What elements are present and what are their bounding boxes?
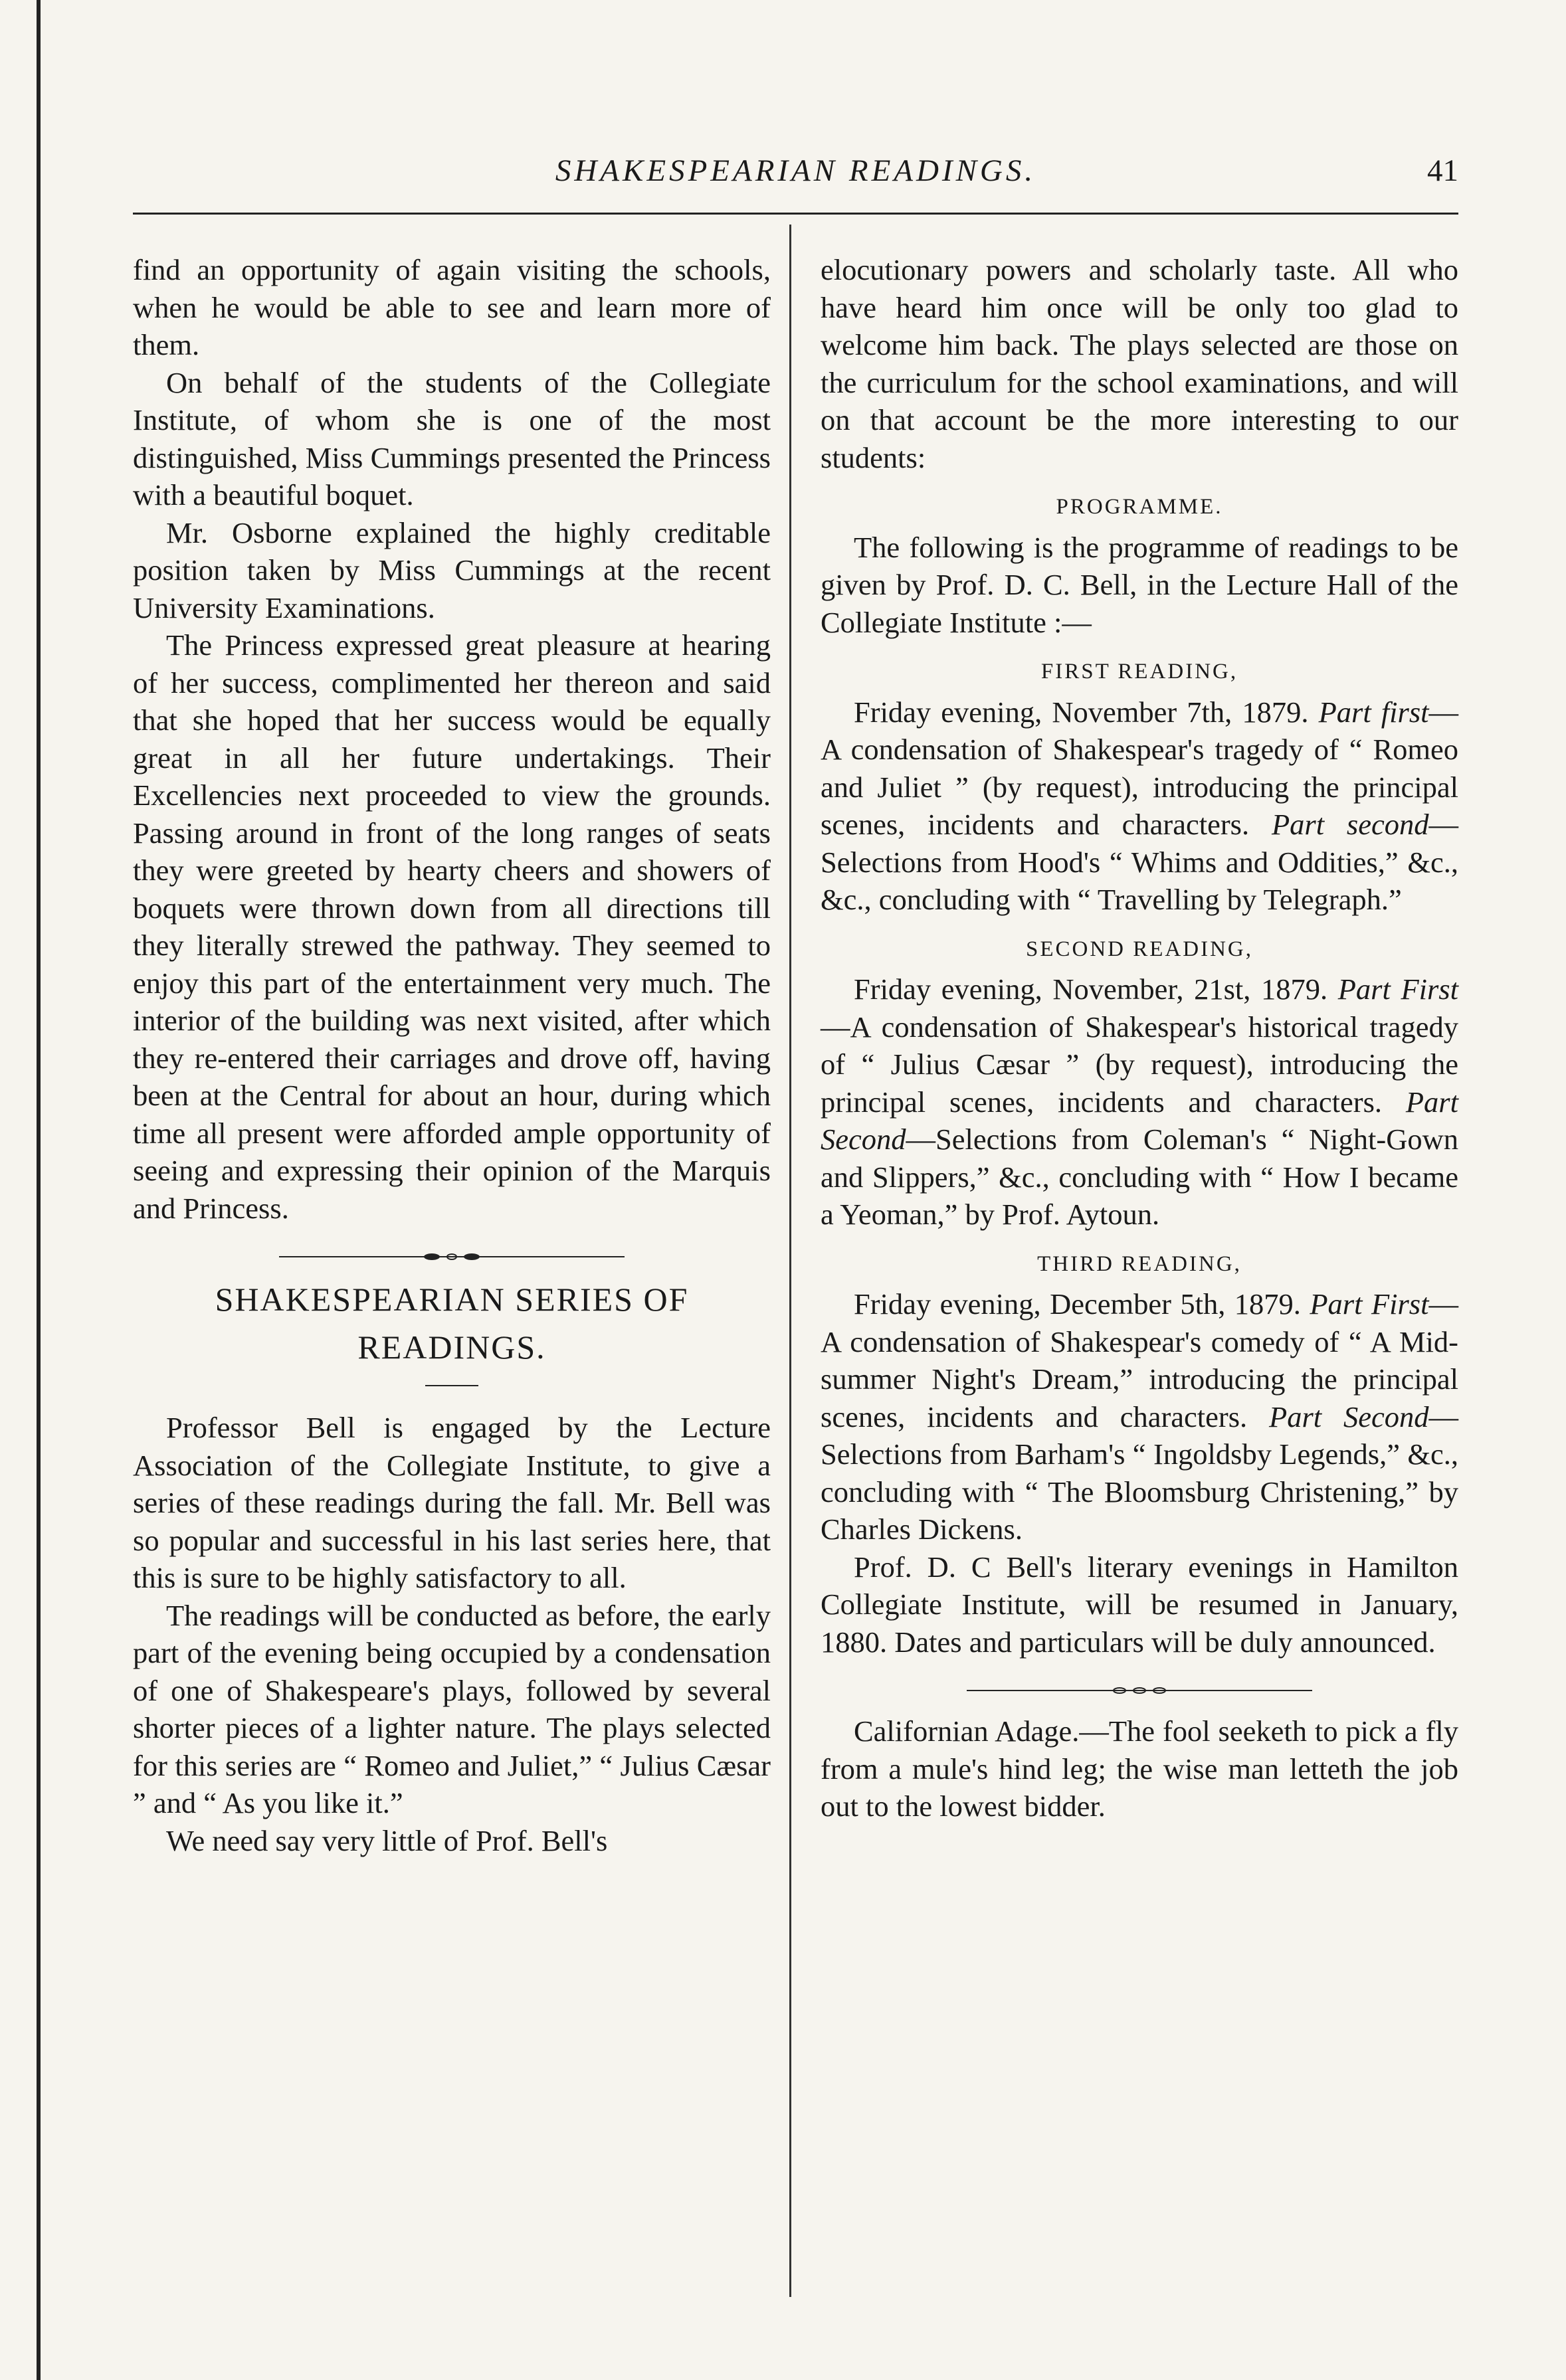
paragraph: The Princess expressed great pleasure at hearing of her success, complimented her thereon and said that she hoped that her success would be equally great in all her future undertakings. Their Excellencies next proceeded to view the grounds. Passing around in front of the long ranges of seats they were greeted by hearty cheers and showers of boquets were thrown down from all directions till they literally strewed the pathway. They seemed to enjoy this part of the entertainment very much. The interior of the building was next visited, after which they re-entered their carriages and drove off, having been at the Central for about an hour, during which time all present were afforded ample opportunity of seeing and expressing their opinion of the Marquis and Princess. [133,628,771,1225]
ornament-divider [279,1252,625,1261]
paragraph [821,1285,1458,1548]
reading-date: Friday evening, November, 21st, 1879. [854,972,1338,1006]
part-text: —Selections from Barham's “ Ingoldsby Legends,” &c., concluding with “ The Bloomsburg Christening,” by Charles Dickens. [821,1400,1458,1546]
programme-heading: PROGRAMME. [1056,495,1223,519]
paragraph: On behalf of the students of the Collegiate Institute, of whom she is one of the most distinguished, Miss Cummings presented the Princess with a beautiful boquet. [133,365,771,511]
paragraph: The following is the programme of readings to be given by Prof. D. C. Bell, in the Lecture Hall of the Collegiate Institute :— [821,530,1458,639]
left-column [133,251,771,1859]
part-text: —A condensation of Shakespear's tragedy of “ Romeo and Juliet ” (by request), introducing the principal scenes, incidents and characters. [821,695,1459,841]
left-margin-rule [37,0,41,2380]
part-label: Part Second [821,1085,1458,1156]
header-rule [133,213,1458,215]
first-reading-heading: FIRST READING, [1040,660,1238,684]
column-divider [789,225,791,2297]
part-label: Part First [1337,972,1458,1006]
part-text: —A condensation of Shakespear's historical tragedy of “ Julius Cæsar ” (by request), introducing the principal scenes, incidents and characters. [821,1010,1458,1119]
part-text: —Selections from Hood's “ Whims and Oddities,” &c., &c., concluding with “ Travelling by Telegraph.” [821,808,1458,916]
part-text: —Selections from Coleman's “ Night-Gown and Slippers,” &c., concluding with “ How I became a Yeoman,” by Prof. Aytoun. [821,1123,1458,1231]
paragraph: elocutionary powers and scholarly taste. All who have heard him once will be only too glad to welcome him back. The plays selected are those on the curriculum for the school examinations, and will on that account be the more interesting to our students: [821,253,1458,474]
part-label: Part second [1271,808,1429,841]
page-header [133,153,1458,213]
paragraph: Professor Bell is engaged by the Lecture Association of the Collegiate Institute, to give a series of these readings during the fall. Mr. Bell was so popular and successful in his last series here, that this is sure to be highly satisfactory to all. [133,1411,771,1594]
part-label: Part first [1318,695,1429,729]
part-label: Part First [1310,1287,1429,1321]
paragraph: We need say very little of Prof. Bell's [166,1823,608,1857]
reading-date: Friday evening, December 5th, 1879. [854,1287,1310,1321]
text-columns [133,251,1458,1859]
page-number: 41 [1427,153,1458,188]
part-text: —A condensation of Shakespear's comedy of “ A Mid-summer Night's Dream,” introducing the principal scenes, incidents and characters. [821,1287,1458,1433]
paragraph: Mr. Osborne explained the highly creditable position taken by Miss Cummings at the recent University Examinations. [133,515,771,624]
reading-date: Friday evening, November 7th, 1879. [854,695,1319,729]
short-rule [425,1385,478,1386]
paragraph: The readings will be conducted as before, the early part of the evening being occupied by a condensation of one of Shakespeare's plays, followed by several shorter pieces of a lighter nature. The plays selected for this series are “ Romeo and Juliet,” “ Julius Cæsar ” and “ As you like it.” [133,1598,771,1819]
right-column [821,251,1458,1859]
paragraph: Prof. D. C Bell's literary evenings in Hamilton Collegiate Institute, will be resumed in January, 1880. Dates and particulars will be duly announced. [821,1550,1458,1659]
paragraph [821,970,1458,1234]
part-label: Part Second [1269,1400,1429,1433]
paragraph: Californian Adage.—The fool seeketh to pick a fly from a mule's hind leg; the wise man letteth the job out to the lowest bidder. [821,1714,1458,1823]
paragraph [821,693,1458,919]
second-reading-heading: SECOND READING, [1026,937,1253,961]
ornament-divider [967,1686,1312,1695]
third-reading-heading: THIRD READING, [1037,1251,1242,1276]
running-title: SHAKESPEARIAN READINGS. [555,153,1036,188]
section-title-line-2: READINGS. [357,1328,546,1366]
page [133,153,1458,1859]
paragraph: find an opportunity of again visiting the schools, when he would be able to see and learn more of them. [133,253,771,361]
section-title: SHAKESPEARIAN SERIES OF [215,1281,689,1318]
